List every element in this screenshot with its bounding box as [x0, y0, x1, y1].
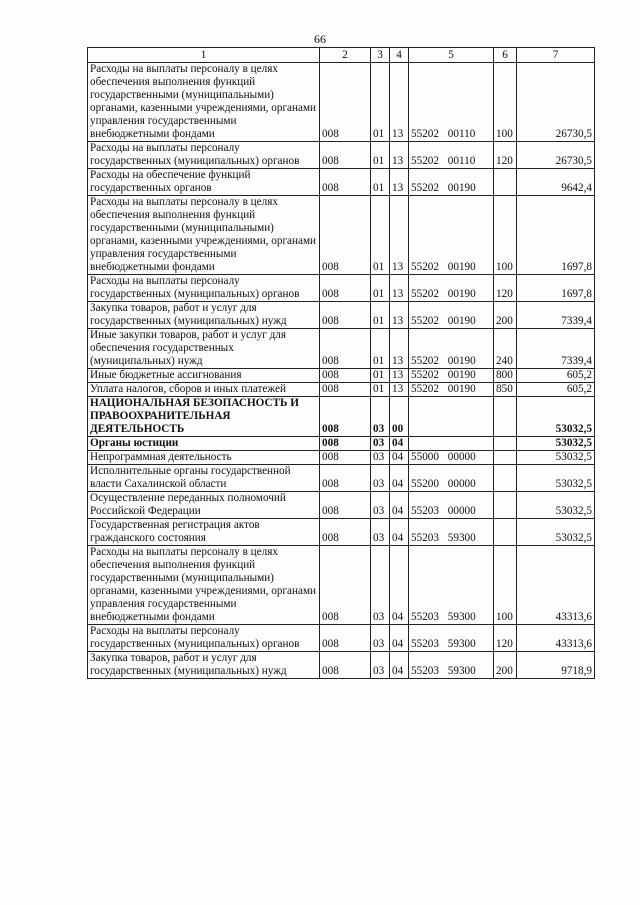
table-row	[88, 519, 595, 546]
row-expense-type-code: 100	[494, 63, 517, 142]
row-subsection-code: 04	[390, 625, 409, 652]
row-amount: 53032,5	[517, 397, 595, 437]
row-section-code: 01	[371, 275, 390, 302]
row-target-code: 55202 00110	[409, 142, 494, 169]
row-amount: 9642,4	[517, 169, 595, 196]
row-target-code: 55202 00190	[409, 169, 494, 196]
row-amount: 7339,4	[517, 329, 595, 369]
row-expense-type-code: 120	[494, 275, 517, 302]
row-subsection-code: 13	[390, 275, 409, 302]
row-amount: 43313,6	[517, 625, 595, 652]
row-section-code: 01	[371, 383, 390, 397]
table-row	[88, 546, 595, 625]
row-subsection-code: 00	[390, 397, 409, 437]
row-amount: 53032,5	[517, 519, 595, 546]
table-row	[88, 196, 595, 275]
row-name: Иные бюджетные ассигнования	[88, 369, 320, 383]
header-col-1: 1	[88, 48, 320, 63]
row-subsection-code: 13	[390, 169, 409, 196]
row-ved-code: 008	[320, 437, 371, 451]
row-section-code: 01	[371, 196, 390, 275]
table-row	[88, 437, 595, 451]
row-amount: 26730,5	[517, 142, 595, 169]
row-expense-type-code	[494, 437, 517, 451]
row-section-code: 03	[371, 492, 390, 519]
row-name: Расходы на выплаты персоналу государственных (муниципальных) органов	[88, 625, 320, 652]
row-subsection-code: 04	[390, 546, 409, 625]
row-amount: 26730,5	[517, 63, 595, 142]
table-row	[88, 369, 595, 383]
table-row	[88, 451, 595, 465]
row-expense-type-code: 120	[494, 142, 517, 169]
row-section-code: 03	[371, 546, 390, 625]
row-subsection-code: 04	[390, 492, 409, 519]
row-ved-code: 008	[320, 519, 371, 546]
row-target-code: 55203 00000	[409, 492, 494, 519]
budget-table	[87, 47, 595, 679]
table-row	[88, 492, 595, 519]
table-header-row	[88, 48, 595, 63]
row-subsection-code: 13	[390, 142, 409, 169]
row-amount: 1697,8	[517, 275, 595, 302]
row-ved-code: 008	[320, 451, 371, 465]
row-amount: 53032,5	[517, 465, 595, 492]
row-ved-code: 008	[320, 397, 371, 437]
row-target-code: 55202 00190	[409, 196, 494, 275]
row-expense-type-code: 200	[494, 652, 517, 679]
row-target-code: 55000 00000	[409, 451, 494, 465]
row-expense-type-code: 850	[494, 383, 517, 397]
row-section-code: 03	[371, 519, 390, 546]
row-expense-type-code: 800	[494, 369, 517, 383]
row-ved-code: 008	[320, 169, 371, 196]
row-name: Органы юстиции	[88, 437, 320, 451]
table-row	[88, 383, 595, 397]
row-name: НАЦИОНАЛЬНАЯ БЕЗОПАСНОСТЬ И ПРАВООХРАНИТЕЛЬНАЯ ДЕЯТЕЛЬНОСТЬ	[88, 397, 320, 437]
row-target-code: 55202 00110	[409, 63, 494, 142]
row-ved-code: 008	[320, 383, 371, 397]
row-name: Исполнительные органы государственной власти Сахалинской области	[88, 465, 320, 492]
row-expense-type-code	[494, 492, 517, 519]
table-row	[88, 652, 595, 679]
table-row	[88, 625, 595, 652]
row-subsection-code: 13	[390, 369, 409, 383]
row-name: Расходы на выплаты персоналу государственных (муниципальных) органов	[88, 275, 320, 302]
row-expense-type-code: 200	[494, 302, 517, 329]
row-name: Непрограммная деятельность	[88, 451, 320, 465]
row-expense-type-code: 240	[494, 329, 517, 369]
row-amount: 53032,5	[517, 492, 595, 519]
row-name: Расходы на обеспечение функций государственных органов	[88, 169, 320, 196]
row-ved-code: 008	[320, 302, 371, 329]
row-ved-code: 008	[320, 63, 371, 142]
row-amount: 1697,8	[517, 196, 595, 275]
header-col-3: 3	[371, 48, 390, 63]
row-target-code	[409, 437, 494, 451]
row-subsection-code: 04	[390, 465, 409, 492]
row-expense-type-code: 120	[494, 625, 517, 652]
table-row	[88, 302, 595, 329]
row-section-code: 01	[371, 302, 390, 329]
row-name: Осуществление переданных полномочий Российской Федерации	[88, 492, 320, 519]
row-section-code: 01	[371, 63, 390, 142]
row-subsection-code: 13	[390, 63, 409, 142]
row-target-code: 55202 00190	[409, 383, 494, 397]
row-ved-code: 008	[320, 625, 371, 652]
row-amount: 7339,4	[517, 302, 595, 329]
row-section-code: 01	[371, 329, 390, 369]
row-expense-type-code	[494, 519, 517, 546]
row-section-code: 03	[371, 625, 390, 652]
row-name: Государственная регистрация актов гражданского состояния	[88, 519, 320, 546]
row-target-code: 55202 00190	[409, 302, 494, 329]
page-number: 66	[314, 32, 326, 46]
row-amount: 605,2	[517, 383, 595, 397]
row-ved-code: 008	[320, 142, 371, 169]
row-target-code: 55202 00190	[409, 329, 494, 369]
row-ved-code: 008	[320, 329, 371, 369]
row-ved-code: 008	[320, 369, 371, 383]
row-target-code	[409, 397, 494, 437]
row-section-code: 01	[371, 142, 390, 169]
row-expense-type-code	[494, 465, 517, 492]
row-target-code: 55202 00190	[409, 275, 494, 302]
row-section-code: 03	[371, 465, 390, 492]
header-col-6: 6	[494, 48, 517, 63]
row-subsection-code: 13	[390, 329, 409, 369]
row-target-code: 55203 59300	[409, 519, 494, 546]
row-target-code: 55200 00000	[409, 465, 494, 492]
row-section-code: 01	[371, 169, 390, 196]
row-subsection-code: 13	[390, 383, 409, 397]
row-subsection-code: 04	[390, 451, 409, 465]
row-subsection-code: 13	[390, 196, 409, 275]
row-ved-code: 008	[320, 652, 371, 679]
row-target-code: 55203 59300	[409, 652, 494, 679]
row-expense-type-code: 100	[494, 546, 517, 625]
row-expense-type-code	[494, 451, 517, 465]
row-ved-code: 008	[320, 546, 371, 625]
row-section-code: 03	[371, 437, 390, 451]
row-name: Закупка товаров, работ и услуг для государственных (муниципальных) нужд	[88, 652, 320, 679]
row-ved-code: 008	[320, 196, 371, 275]
row-amount: 53032,5	[517, 451, 595, 465]
table-row	[88, 142, 595, 169]
row-name: Иные закупки товаров, работ и услуг для обеспечения государственных (муниципальных) нужд	[88, 329, 320, 369]
row-section-code: 01	[371, 369, 390, 383]
row-subsection-code: 04	[390, 437, 409, 451]
row-name: Расходы на выплаты персоналу государственных (муниципальных) органов	[88, 142, 320, 169]
row-amount: 9718,9	[517, 652, 595, 679]
row-name: Расходы на выплаты персоналу в целях обеспечения выполнения функций государственными (муниципальными) органами, казенными учреждениями, органами управления государственными внебюджетными фондами	[88, 196, 320, 275]
row-amount: 605,2	[517, 369, 595, 383]
row-target-code: 55202 00190	[409, 369, 494, 383]
header-col-5: 5	[409, 48, 494, 63]
row-ved-code: 008	[320, 492, 371, 519]
row-subsection-code: 04	[390, 519, 409, 546]
row-subsection-code: 13	[390, 302, 409, 329]
header-col-4: 4	[390, 48, 409, 63]
row-section-code: 03	[371, 652, 390, 679]
row-amount: 53032,5	[517, 437, 595, 451]
row-name: Закупка товаров, работ и услуг для государственных (муниципальных) нужд	[88, 302, 320, 329]
row-expense-type-code	[494, 169, 517, 196]
row-subsection-code: 04	[390, 652, 409, 679]
row-target-code: 55203 59300	[409, 546, 494, 625]
row-name: Расходы на выплаты персоналу в целях обеспечения выполнения функций государственными (муниципальными) органами, казенными учреждениями, органами управления государственными внебюджетными фондами	[88, 63, 320, 142]
row-name: Уплата налогов, сборов и иных платежей	[88, 383, 320, 397]
row-amount: 43313,6	[517, 546, 595, 625]
table-row	[88, 329, 595, 369]
row-ved-code: 008	[320, 275, 371, 302]
row-ved-code: 008	[320, 465, 371, 492]
row-expense-type-code	[494, 397, 517, 437]
row-expense-type-code: 100	[494, 196, 517, 275]
row-name: Расходы на выплаты персоналу в целях обеспечения выполнения функций государственными (муниципальными) органами, казенными учреждениями, органами управления государственными внебюджетными фондами	[88, 546, 320, 625]
header-col-7: 7	[517, 48, 595, 63]
row-section-code: 03	[371, 397, 390, 437]
row-section-code: 03	[371, 451, 390, 465]
table-row	[88, 63, 595, 142]
table-row	[88, 465, 595, 492]
table-row	[88, 397, 595, 437]
row-target-code: 55203 59300	[409, 625, 494, 652]
table-row	[88, 169, 595, 196]
table-row	[88, 275, 595, 302]
header-col-2: 2	[320, 48, 371, 63]
